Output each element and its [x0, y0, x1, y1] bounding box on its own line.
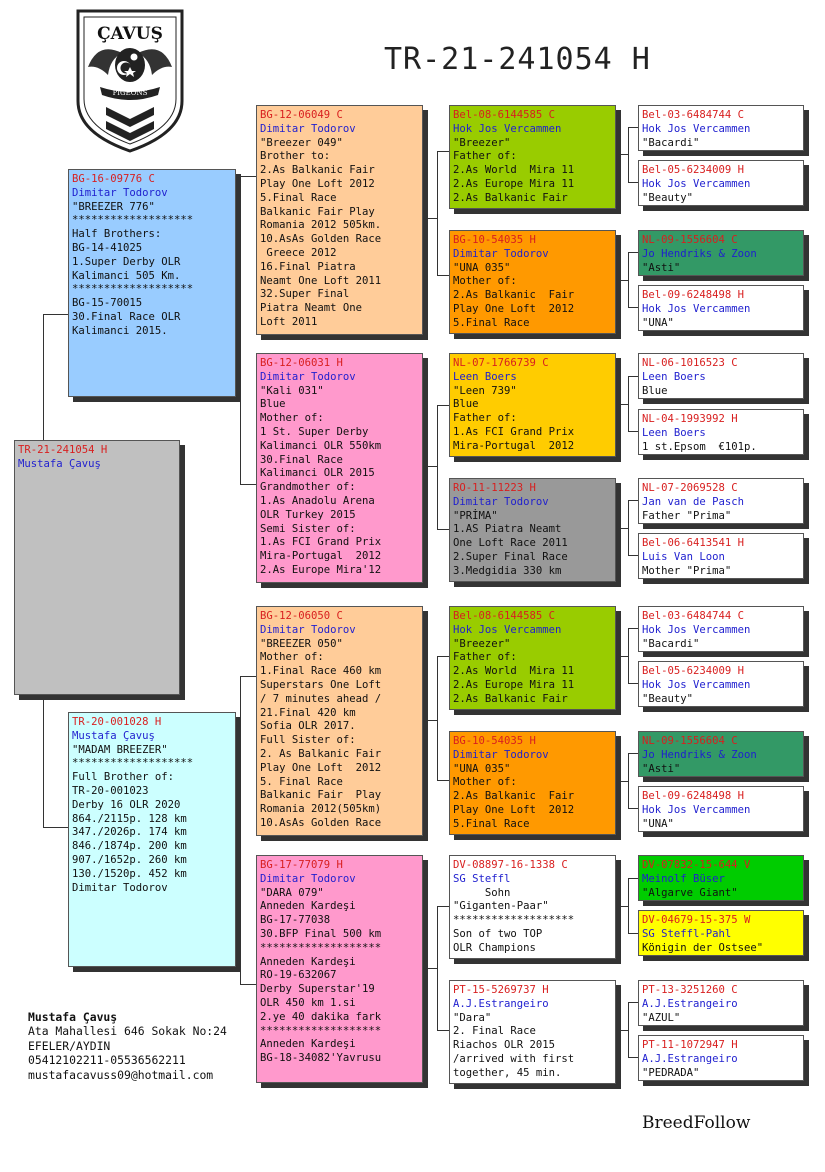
breeder-name: Dimitar Todorov: [453, 748, 549, 761]
breeder-name: SG Steffl-Pahl: [642, 927, 732, 940]
pedigree-note: Kalimanci OLR 550km: [260, 439, 382, 452]
pedigree-note: 1.As FCI Grand Prix: [453, 425, 575, 438]
pedigree-note: Kalimanci OLR 2015: [260, 467, 375, 480]
connector: [236, 314, 241, 315]
pedigree-note: Anneden Kardeşi: [260, 1038, 356, 1051]
connector: [240, 176, 241, 484]
pedigree-note: 2.As Balkanic Fair: [453, 289, 575, 302]
connector: [628, 127, 638, 128]
connector: [628, 808, 638, 809]
breeder-name: A.J.Estrangeiro: [642, 997, 738, 1010]
pigeon-card-sire-sire[interactable]: [256, 105, 423, 335]
pedigree-note: 5. Final Race: [260, 775, 343, 788]
pedigree-note: "AZUL": [642, 1011, 681, 1024]
pedigree-note: "Algarve Giant": [642, 886, 738, 899]
breeder-name: Dimitar Todorov: [453, 495, 549, 508]
pigeon-card-g9[interactable]: [638, 606, 804, 652]
pedigree-note: BG-18-34082'Yavrusu: [260, 1052, 382, 1065]
pedigree-note: "UNA": [642, 316, 674, 329]
connector: [628, 683, 638, 684]
pigeon-card-g13[interactable]: [638, 855, 804, 901]
connector: [423, 968, 437, 969]
pedigree-note: "Dara": [453, 1011, 492, 1024]
connector: [628, 431, 638, 432]
pigeon-card-dam[interactable]: [68, 712, 236, 967]
pedigree-note: 1.Super Derby OLR: [72, 255, 181, 268]
pedigree-note: "Leen 739": [453, 384, 517, 397]
connector: [43, 827, 68, 828]
pedigree-note: together, 45 min.: [453, 1066, 562, 1079]
pigeon-card-g4[interactable]: [638, 285, 804, 331]
pedigree-note: TR-20-001023: [72, 784, 149, 797]
breeder-email[interactable]: mustafacavuss09@hotmail.com: [28, 1067, 214, 1082]
pedigree-note: 16.Final Piatra: [260, 260, 356, 273]
logo-text-top: ÇAVUŞ: [97, 24, 163, 44]
pedigree-note: "Breezer": [453, 136, 511, 149]
pedigree-note: One Loft Race 2011: [453, 537, 568, 550]
breeder-name: Jan van de Pasch: [642, 495, 745, 508]
pedigree-note: "Giganten-Paar": [453, 900, 549, 913]
pigeon-card-g2[interactable]: [638, 160, 804, 206]
pigeon-card-g7[interactable]: [638, 478, 804, 524]
ring-number: NL-04-1993992 H: [642, 413, 738, 425]
connector: [616, 154, 628, 155]
pedigree-note: "UNA 035": [453, 762, 511, 775]
breeder-name: Dimitar Todorov: [72, 186, 168, 199]
breeder-address-2: EFELER/AYDIN: [28, 1038, 111, 1053]
connector: [240, 176, 256, 177]
pedigree-note: 30.BFP Final 500 km: [260, 927, 382, 940]
pedigree-note: Half Brothers:: [72, 228, 162, 241]
pedigree-note: Blue: [453, 398, 479, 411]
pedigree-note: Kalimanci 505 Km.: [72, 269, 181, 282]
breeder-phone: 05412102211-05536562211: [28, 1053, 186, 1068]
connector: [628, 252, 638, 253]
pedigree-note: BG-14-41025: [72, 241, 143, 254]
breeder-name: Leen Boers: [642, 370, 706, 383]
connector: [628, 182, 638, 183]
breeder-name: Hok Jos Vercammen: [642, 302, 751, 315]
ring-number: PT-13-3251260 C: [642, 984, 738, 996]
pedigree-note: 2.As Europe Mira 11: [453, 177, 575, 190]
connector: [43, 695, 44, 827]
ring-number: Bel-08-6144585 C: [453, 109, 556, 121]
breeder-name: Hok Jos Vercammen: [642, 803, 751, 816]
pedigree-note: 2.As Balkanic Fair: [260, 164, 375, 177]
breeder-name: A.J.Estrangeiro: [642, 1052, 738, 1065]
ring-number: Bel-09-6248498 H: [642, 289, 745, 301]
pedigree-note: Full Sister of:: [260, 734, 356, 747]
pedigree-note: BG-15-70015: [72, 297, 143, 310]
pedigree-note: /arrived with first: [453, 1052, 575, 1065]
connector: [628, 753, 629, 808]
connector: [628, 555, 638, 556]
ring-number: DV-08897-16-1338 C: [453, 859, 568, 871]
breeder-name: Dimitar Todorov: [260, 122, 356, 135]
connector: [628, 753, 638, 754]
pedigree-note: Anneden Kardeşi: [260, 955, 356, 968]
pedigree-note: "Beauty": [642, 191, 694, 204]
pedigree-note: Dimitar Todorov: [72, 881, 168, 894]
pedigree-note: Loft 2011: [260, 315, 318, 328]
pedigree-note: Greece 2012: [260, 246, 337, 259]
ring-number: Bel-03-6484744 C: [642, 109, 745, 121]
connector: [240, 984, 256, 985]
pedigree-note: "PEDRADA": [642, 1066, 700, 1079]
pedigree-note: 2.As Balkanic Fair: [453, 790, 575, 803]
pedigree-note: 2. As Balkanic Fair: [260, 747, 382, 760]
connector: [240, 676, 241, 984]
pigeon-card-g14[interactable]: [638, 910, 804, 956]
breeder-name: Mustafa Çavuş: [18, 457, 101, 470]
pigeon-card-g11[interactable]: [638, 731, 804, 777]
breeder-name: Jo Hendriks & Zoon: [642, 247, 757, 260]
breeder-name: Dimitar Todorov: [260, 370, 356, 383]
pedigree-note: Father of:: [453, 150, 517, 163]
breeder-contact: [28, 1010, 227, 1082]
brand-watermark: BreedFollow: [642, 1113, 751, 1133]
pedigree-note: Play One Loft 2012: [260, 761, 382, 774]
pedigree-note: Blue: [642, 384, 668, 397]
pedigree-note: Mother of:: [260, 651, 324, 664]
connector: [423, 720, 437, 721]
breeder-name: Dimitar Todorov: [453, 247, 549, 260]
breeder-name: Dimitar Todorov: [260, 872, 356, 885]
connector: [616, 656, 628, 657]
connector: [616, 280, 628, 281]
pedigree-note: Sofia OLR 2017.: [260, 720, 356, 733]
pedigree-note: "BREEZER 776": [72, 200, 155, 213]
pedigree-note: Balkanic Fair Play: [260, 789, 382, 802]
pigeon-card-sds[interactable]: [449, 353, 616, 457]
ring-number: Bel-06-6413541 H: [642, 537, 745, 549]
pedigree-note: "DARA 079": [260, 886, 324, 899]
pedigree-note: Mother "Prima": [642, 564, 732, 577]
pedigree-note: *******************: [260, 1024, 382, 1037]
pedigree-note: "BREEZER 050": [260, 637, 343, 650]
pigeon-card-dam-sire[interactable]: [256, 606, 423, 836]
connector: [437, 906, 449, 907]
pedigree-note: Mother of:: [453, 275, 517, 288]
pedigree-note: BG-17-77038: [260, 914, 331, 927]
connector: [616, 906, 628, 907]
pedigree-note: Blue: [260, 398, 286, 411]
connector: [437, 405, 449, 406]
pedigree-note: Königin der Ostsee": [642, 941, 764, 954]
pigeon-card-dam-dam[interactable]: [256, 855, 423, 1083]
connector: [628, 127, 629, 182]
pedigree-note: 21.Final 420 km: [260, 706, 356, 719]
connector: [616, 404, 628, 405]
connector: [240, 484, 256, 485]
pedigree-note: Play One Loft 2012: [260, 177, 375, 190]
ring-number: TR-21-241054 H: [18, 444, 108, 456]
breeder-name: Leen Boers: [642, 426, 706, 439]
ring-number: NL-09-1556604 C: [642, 735, 738, 747]
pedigree-note: Anneden Kardeşi: [260, 900, 356, 913]
pedigree-note: 1.As Anadolu Arena: [260, 494, 375, 507]
connector: [437, 405, 438, 529]
breeder-name: Hok Jos Vercammen: [642, 623, 751, 636]
pedigree-note: "Asti": [642, 261, 681, 274]
pedigree-note: 347./2026p. 174 km: [72, 826, 187, 839]
pedigree-note: 5.Final Race: [453, 316, 530, 329]
pigeon-card-g5[interactable]: [638, 353, 804, 399]
ring-number: PT-11-1072947 H: [642, 1039, 738, 1051]
connector: [437, 151, 449, 152]
pigeon-card-g1[interactable]: [638, 105, 804, 151]
pigeon-card-g15[interactable]: [638, 980, 804, 1026]
pedigree-note: Semi Sister of:: [260, 522, 356, 535]
connector: [628, 1002, 629, 1057]
pedigree-note: Romania 2012(505km): [260, 803, 382, 816]
pigeon-card-sss[interactable]: [449, 105, 616, 209]
connector: [628, 628, 629, 683]
connector: [616, 781, 628, 782]
pedigree-note: OLR Champions: [453, 941, 536, 954]
breeder-name: Hok Jos Vercammen: [453, 122, 562, 135]
connector: [43, 314, 68, 315]
breeder-name: Jo Hendriks & Zoon: [642, 748, 757, 761]
pedigree-note: 10.AsAs Golden Race: [260, 233, 382, 246]
connector: [423, 466, 437, 467]
breeder-name: Dimitar Todorov: [260, 623, 356, 636]
pedigree-note: "Breezer 049": [260, 136, 343, 149]
pedigree-note: *******************: [260, 941, 382, 954]
ring-number: BG-10-54035 H: [453, 234, 536, 246]
connector: [437, 656, 438, 780]
pedigree-note: 5.Final Race: [260, 191, 337, 204]
pedigree-note: Derby 16 OLR 2020: [72, 798, 181, 811]
ring-number: BG-17-77079 H: [260, 859, 343, 871]
pigeon-card-ssd[interactable]: [449, 230, 616, 334]
pedigree-note: Sohn: [453, 886, 511, 899]
pigeon-card-sire-dam[interactable]: [256, 353, 423, 583]
pedigree-note: "Asti": [642, 762, 681, 775]
pedigree-note: Mother of:: [260, 412, 324, 425]
ring-number: NL-06-1016523 C: [642, 357, 738, 369]
pedigree-note: Superstars One Loft: [260, 678, 382, 691]
pedigree-note: "Kali 031": [260, 384, 324, 397]
connector: [616, 528, 628, 529]
pedigree-note: 2.As World Mira 11: [453, 665, 575, 678]
pedigree-note: 864./2115p. 128 km: [72, 812, 187, 825]
pedigree-note: *******************: [72, 283, 194, 296]
pedigree-note: 3.Medgidia 330 km: [453, 564, 562, 577]
pedigree-note: 2. Final Race: [453, 1025, 536, 1038]
connector: [628, 376, 629, 431]
connector: [437, 780, 449, 781]
connector: [628, 933, 638, 934]
pedigree-note: Piatra Neamt One: [260, 302, 363, 315]
pedigree-note: "Bacardi": [642, 136, 700, 149]
pedigree-note: Riachos OLR 2015: [453, 1039, 556, 1052]
pedigree-note: "Beauty": [642, 692, 694, 705]
pigeon-card-g8[interactable]: [638, 533, 804, 579]
pedigree-note: / 7 minutes ahead /: [260, 692, 382, 705]
pigeon-card-dds[interactable]: [449, 855, 616, 959]
connector: [437, 151, 438, 275]
pedigree-note: Grandmother of:: [260, 481, 356, 494]
pedigree-note: Romania 2012 505km.: [260, 219, 382, 232]
pedigree-note: "UNA": [642, 817, 674, 830]
breeder-name: Mustafa Çavuş: [28, 1010, 118, 1024]
breeder-name: SG Steffl: [453, 872, 511, 885]
connector: [628, 252, 629, 307]
pedigree-note: Play One Loft 2012: [453, 803, 575, 816]
pedigree-note: 1 st.Epsom €101p.: [642, 440, 757, 453]
ring-number: NL-07-1766739 C: [453, 357, 549, 369]
breeder-name: A.J.Estrangeiro: [453, 997, 549, 1010]
pedigree-note: Brother to:: [260, 150, 331, 163]
pedigree-note: Derby Superstar'19: [260, 983, 375, 996]
connector: [628, 1002, 638, 1003]
connector: [628, 878, 629, 933]
breeder-name: Hok Jos Vercammen: [642, 122, 751, 135]
pigeon-card-dsd[interactable]: [449, 731, 616, 835]
breeder-name: Luis Van Loon: [642, 550, 725, 563]
pedigree-note: 1.Final Race 460 km: [260, 665, 382, 678]
page-title: TR-21-241054 H: [384, 42, 651, 77]
pedigree-note: *******************: [72, 214, 194, 227]
pigeon-card-g16[interactable]: [638, 1035, 804, 1081]
pedigree-note: Father of:: [453, 412, 517, 425]
pedigree-note: 1.As FCI Grand Prix: [260, 536, 382, 549]
ring-number: DV-07832-15-644 V: [642, 859, 751, 871]
pedigree-note: "UNA 035": [453, 261, 511, 274]
pedigree-note: *******************: [72, 757, 194, 770]
pigeon-card-sire[interactable]: [68, 169, 236, 397]
pedigree-note: 2.ye 40 dakika fark: [260, 1010, 382, 1023]
pedigree-note: Neamt One Loft 2011: [260, 274, 382, 287]
connector: [628, 376, 638, 377]
ring-number: BG-10-54035 H: [453, 735, 536, 747]
pedigree-note: 30.Final Race: [260, 453, 343, 466]
breeder-name: Mustafa Çavuş: [72, 729, 155, 742]
ring-number: BG-12-06049 C: [260, 109, 343, 121]
pedigree-note: 2.As World Mira 11: [453, 164, 575, 177]
connector: [437, 275, 449, 276]
pedigree-note: 30.Final Race OLR: [72, 310, 181, 323]
connector: [628, 500, 638, 501]
connector: [423, 218, 437, 219]
pedigree-note: Full Brother of:: [72, 771, 175, 784]
ring-number: Bel-05-6234009 H: [642, 665, 745, 677]
pedigree-note: 1.AS Piatra Neamt: [453, 523, 562, 536]
pedigree-note: 5.Final Race: [453, 817, 530, 830]
pedigree-note: Son of two TOP: [453, 927, 543, 940]
pedigree-note: 2.As Europe Mira'12: [260, 563, 382, 576]
connector: [437, 1030, 449, 1031]
pigeon-card-g6[interactable]: [638, 409, 804, 455]
breeder-name: Hok Jos Vercammen: [453, 623, 562, 636]
pedigree-note: "Bacardi": [642, 637, 700, 650]
connector: [437, 529, 449, 530]
ring-number: BG-12-06050 C: [260, 610, 343, 622]
pedigree-note: "Breezer": [453, 637, 511, 650]
connector: [628, 307, 638, 308]
pedigree-note: Father "Prima": [642, 509, 732, 522]
logo-text-ribbon: PIGEONS: [112, 89, 148, 97]
pigeon-card-dss[interactable]: [449, 606, 616, 710]
pedigree-note: 2.As Balkanic Fair: [453, 692, 568, 705]
pedigree-note: 1 St. Super Derby: [260, 425, 369, 438]
ring-number: RO-11-11223 H: [453, 482, 536, 494]
pedigree-note: OLR 450 km 1.si: [260, 996, 356, 1009]
pedigree-note: 2.As Europe Mira 11: [453, 678, 575, 691]
pedigree-note: "MADAM BREEZER": [72, 743, 168, 756]
pedigree-note: 846./1874p. 200 km: [72, 840, 187, 853]
breeder-name: Meinolf Büser: [642, 872, 725, 885]
ring-number: Bel-05-6234009 H: [642, 164, 745, 176]
pedigree-note: Mira-Portugal 2012: [453, 439, 575, 452]
ring-number: Bel-03-6484744 C: [642, 610, 745, 622]
pedigree-note: "PRİMA": [453, 509, 498, 522]
ring-number: BG-16-09776 C: [72, 173, 155, 185]
ring-number: NL-07-2069528 C: [642, 482, 738, 494]
connector: [43, 314, 44, 440]
pigeon-card-g10[interactable]: [638, 661, 804, 707]
pedigree-note: 907./1652p. 260 km: [72, 853, 187, 866]
ring-number: PT-15-5269737 H: [453, 984, 549, 996]
ring-number: TR-20-001028 H: [72, 716, 162, 728]
ring-number: Bel-08-6144585 C: [453, 610, 556, 622]
pigeon-card-g12[interactable]: [638, 786, 804, 832]
connector: [437, 906, 438, 1030]
ring-number: Bel-09-6248498 H: [642, 790, 745, 802]
pedigree-note: 2.Super Final Race: [453, 550, 568, 563]
connector: [628, 628, 638, 629]
connector: [616, 1030, 628, 1031]
pedigree-note: 2.As Balkanic Fair: [453, 191, 568, 204]
pedigree-note: 10.AsAs Golden Race: [260, 816, 382, 829]
pedigree-note: 32.Super Final: [260, 288, 350, 301]
pigeon-card-sdd[interactable]: [449, 478, 616, 582]
pedigree-note: 130./1520p. 452 km: [72, 867, 187, 880]
pedigree-note: Father of:: [453, 651, 517, 664]
ring-number: DV-04679-15-375 W: [642, 914, 751, 926]
pigeon-card-ddd[interactable]: [449, 980, 616, 1084]
pedigree-note: Balkanic Fair Play: [260, 205, 375, 218]
pedigree-note: OLR Turkey 2015: [260, 508, 356, 521]
pedigree-note: Mira-Portugal 2012: [260, 550, 382, 563]
connector: [628, 1057, 638, 1058]
connector: [628, 500, 629, 555]
pedigree-note: Play One Loft 2012: [453, 302, 575, 315]
breeder-name: Hok Jos Vercammen: [642, 678, 751, 691]
pedigree-note: RO-19-632067: [260, 969, 337, 982]
connector: [236, 827, 241, 828]
pedigree-note: Kalimanci 2015.: [72, 324, 168, 337]
cavus-pigeons-logo: [70, 5, 190, 155]
breeder-name: Hok Jos Vercammen: [642, 177, 751, 190]
connector: [240, 676, 256, 677]
pedigree-note: *******************: [453, 914, 575, 927]
breeder-name: Leen Boers: [453, 370, 517, 383]
pigeon-card-g3[interactable]: [638, 230, 804, 276]
connector: [628, 878, 638, 879]
pedigree-note: Mother of:: [453, 776, 517, 789]
ring-number: BG-12-06031 H: [260, 357, 343, 369]
pigeon-card-subject[interactable]: [14, 440, 180, 695]
breeder-address-1: Ata Mahallesi 646 Sokak No:24: [28, 1024, 227, 1039]
connector: [437, 656, 449, 657]
ring-number: NL-09-1556604 C: [642, 234, 738, 246]
